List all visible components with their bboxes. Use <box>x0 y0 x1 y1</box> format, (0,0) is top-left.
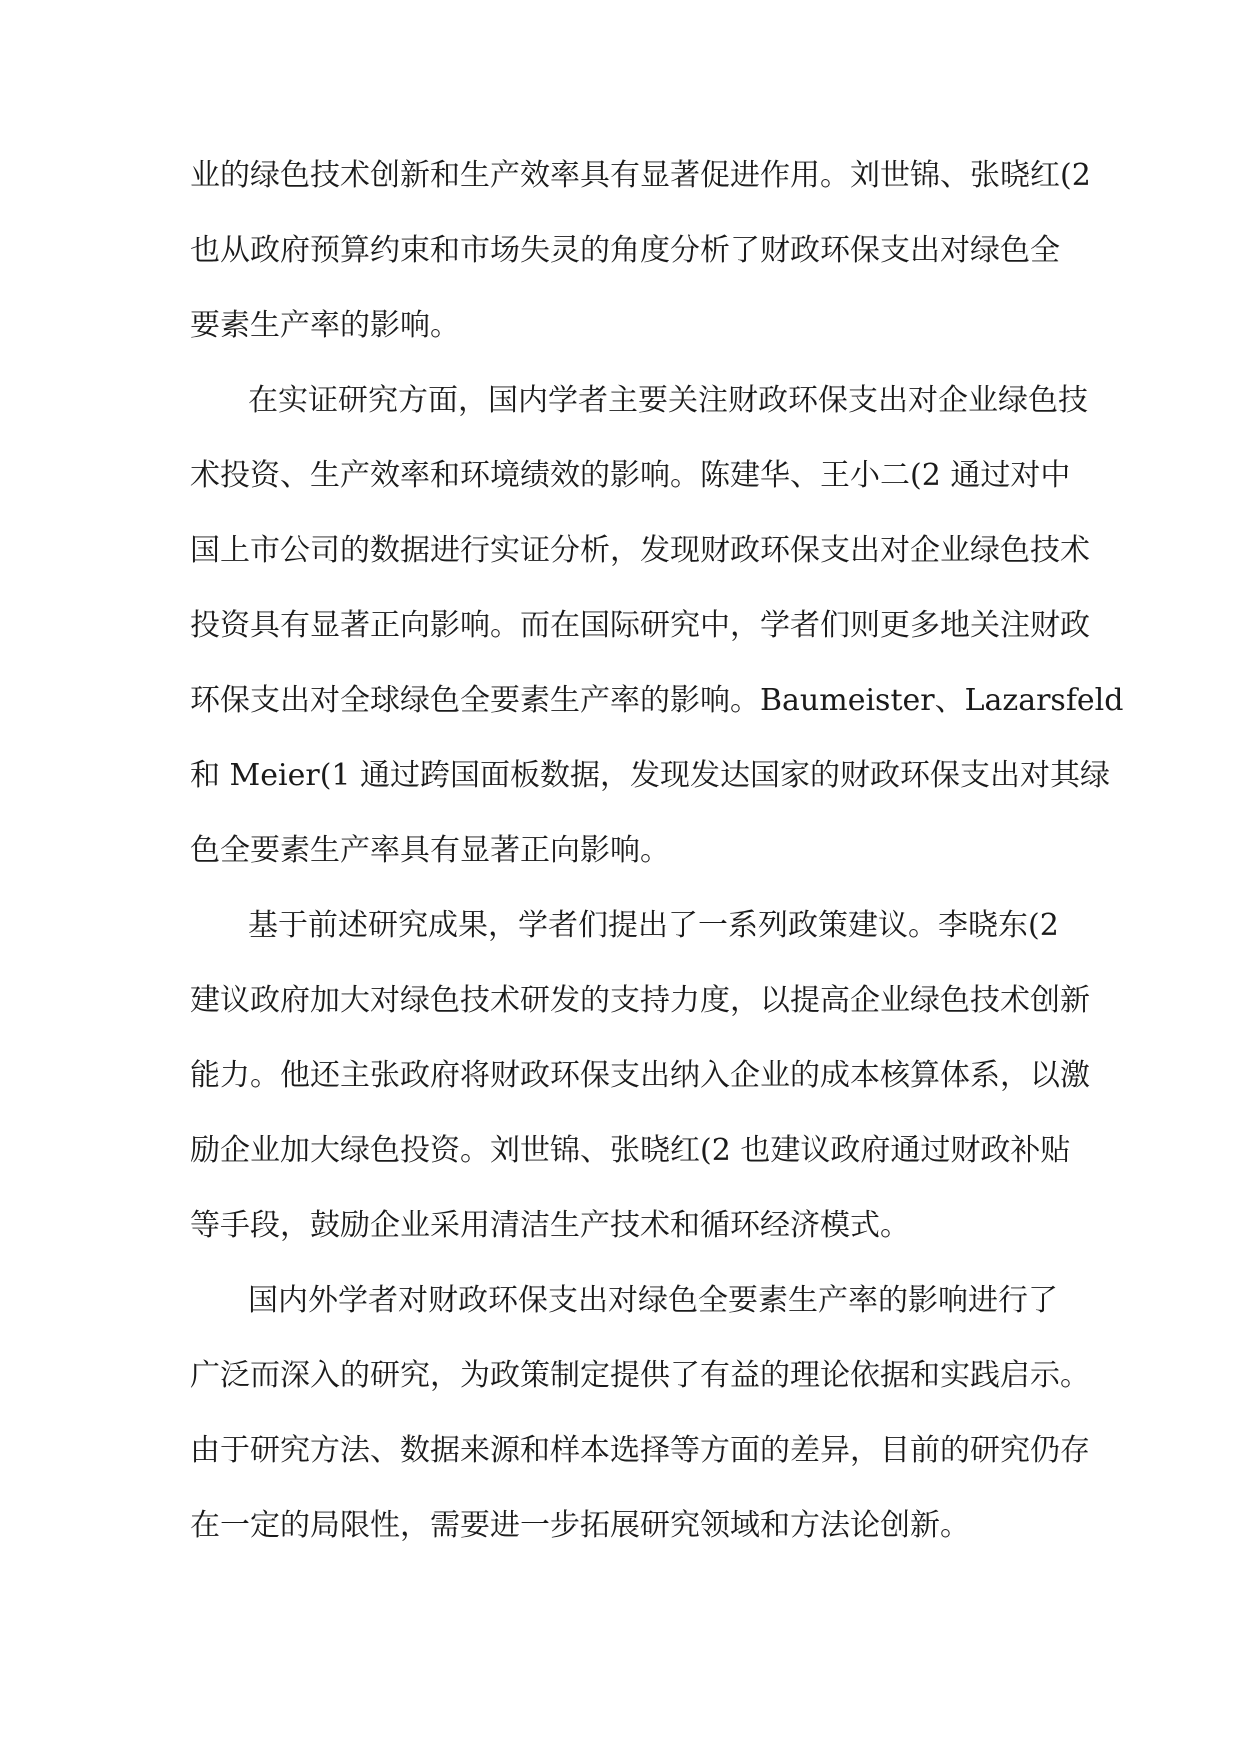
text-line: 等手段，鼓励企业采用清洁生产技术和循环经济模式。 <box>190 1208 910 1243</box>
text-line: 色全要素生产率具有显著正向影响。 <box>190 833 670 868</box>
text-line: 业的绿色技术创新和生产效率具有显著促进作用。刘世锦、张晓红(2 <box>190 158 1091 193</box>
text-line: 建议政府加大对绿色技术研发的支持力度，以提高企业绿色技术创新 <box>190 983 1090 1018</box>
text-line: 国上市公司的数据进行实证分析，发现财政环保支出对企业绿色技术 <box>190 533 1090 568</box>
paragraph-first-line: 国内外学者对财政环保支出对绿色全要素生产率的影响进行了 <box>248 1283 1058 1318</box>
text-line: 能力。他还主张政府将财政环保支出纳入企业的成本核算体系，以激 <box>190 1058 1090 1093</box>
paragraph-first-line: 基于前述研究成果，学者们提出了一系列政策建议。李晓东(2 <box>248 908 1059 943</box>
text-line: 要素生产率的影响。 <box>190 308 460 343</box>
paragraph-first-line: 在实证研究方面，国内学者主要关注财政环保支出对企业绿色技 <box>248 383 1088 418</box>
text-line: 广泛而深入的研究，为政策制定提供了有益的理论依据和实践启示。 <box>190 1358 1090 1393</box>
text-line: 投资具有显著正向影响。而在国际研究中，学者们则更多地关注财政 <box>190 608 1090 643</box>
text-line: 术投资、生产效率和环境绩效的影响。陈建华、王小二(2 通过对中 <box>190 458 1071 493</box>
text-line: 和 Meier(1 通过跨国面板数据，发现发达国家的财政环保支出对其绿 <box>190 758 1111 793</box>
text-line: 励企业加大绿色投资。刘世锦、张晓红(2 也建议政府通过财政补贴 <box>190 1133 1071 1168</box>
body-text <box>190 138 1124 1563</box>
text-line: 由于研究方法、数据来源和样本选择等方面的差异，目前的研究仍存 <box>190 1433 1090 1468</box>
text-line: 也从政府预算约束和市场失灵的角度分析了财政环保支出对绿色全 <box>190 233 1060 268</box>
text-line: 在一定的局限性，需要进一步拓展研究领域和方法论创新。 <box>190 1508 970 1543</box>
text-line: 环保支出对全球绿色全要素生产率的影响。Baumeister、Lazarsfeld <box>190 683 1124 718</box>
